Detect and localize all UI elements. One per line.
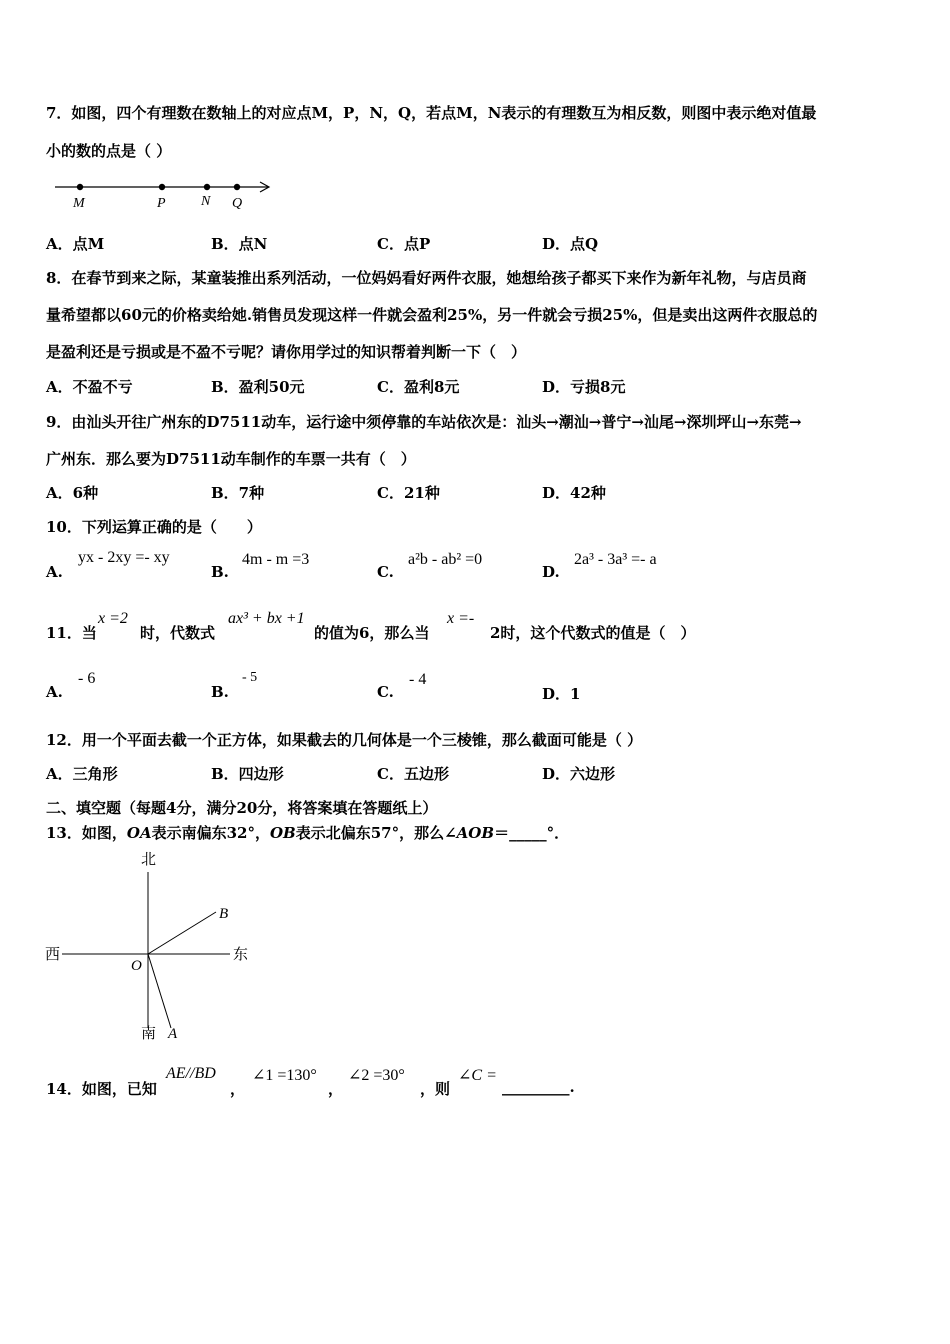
q13-part4: ＝_____°．: [494, 824, 570, 842]
q8-option-c: C．盈利8元: [377, 378, 460, 396]
q9-option-d: D．42种: [542, 484, 606, 502]
q10-letter-b: B.: [211, 563, 229, 581]
q9-line1: 9．由汕头开往广州东的D7511动车，运行途中须停靠的车站依次是：汕头→潮汕→普宁→汕尾→深圳坪山→东莞→: [46, 413, 802, 431]
q10-expr-c: a²b - ab² =0: [408, 551, 483, 568]
q9-option-c: C．21种: [377, 484, 440, 502]
section2-title: 二、填空题（每题4分，满分20分，将答案填在答题纸上）: [46, 799, 438, 817]
q14-condition3: ∠2 =30°: [348, 1067, 405, 1084]
point-q-dot: [234, 184, 240, 190]
south-label: 南: [141, 1024, 157, 1042]
q10-stem: 10．下列运算正确的是（ ）: [46, 518, 262, 536]
q10-letter-c: C.: [377, 563, 394, 581]
q8-line3: 是盈利还是亏损或是不盈不亏呢？请你用学过的知识帮着判断一下（ ）: [46, 343, 527, 361]
q11-part1: 11．当: [46, 624, 97, 642]
q9-option-a: A．6种: [46, 484, 99, 502]
q7-option-d: D．点Q: [542, 235, 599, 253]
q7-line1: 7．如图，四个有理数在数轴上的对应点M，P，N，Q，若点M，N表示的有理数互为相反数，则图中表示绝对值最: [46, 104, 817, 122]
q8-line2: 量希望都以60元的价格卖给她.销售员发现这样一件就会盈利25%，另一件就会亏损25%，但是卖出这两件衣服总的: [46, 306, 818, 324]
q11-value-a: - 6: [78, 670, 96, 687]
q12-stem: 12．用一个平面去截一个正方体，如果截去的几何体是一个三棱锥，那么截面可能是（ ）: [46, 731, 643, 749]
q13-aob: AOB: [456, 824, 495, 842]
point-o-label: O: [131, 958, 142, 974]
q14-answer-blank: _________.: [502, 1078, 575, 1096]
q11-condition1: x =2: [98, 610, 128, 627]
q13-oa: OA: [126, 824, 152, 842]
q14-condition1: AE//BD: [166, 1065, 216, 1082]
compass-figure: [40, 848, 260, 1048]
north-label: 北: [141, 850, 157, 868]
q13-ob: OB: [269, 824, 296, 842]
q10-expr-a: yx - 2xy =- xy: [78, 549, 170, 566]
q12-option-c: C．五边形: [377, 765, 449, 783]
q11-part4: 2时，这个代数式的值是（ ）: [490, 624, 696, 642]
q11-letter-a: A.: [46, 683, 63, 701]
point-b-label: B: [219, 906, 229, 922]
q14-condition4: ∠C =: [458, 1067, 497, 1084]
q8-line1: 8．在春节到来之际，某童装推出系列活动，一位妈妈看好两件衣服，她想给孩子都买下来作为新年礼物，与店员商: [46, 269, 807, 287]
q13-part2: 表示南偏东32°，: [151, 824, 270, 842]
q11-part2: 时，代数式: [140, 624, 216, 642]
q14-separator2: ，: [328, 1080, 344, 1098]
q12-option-d: D．六边形: [542, 765, 616, 783]
ray-ob: [148, 912, 216, 954]
q11-letter-c: C.: [377, 683, 394, 701]
q14-part2: ，则: [420, 1080, 451, 1098]
point-m-label: M: [73, 196, 85, 211]
point-a-label: A: [168, 1026, 178, 1042]
q13-part1: 13．如图，: [46, 824, 127, 842]
q14-separator1: ，: [230, 1080, 246, 1098]
q8-option-a: A．不盈不亏: [46, 378, 133, 396]
q14-condition2: ∠1 =130°: [252, 1067, 317, 1084]
q9-line2: 广州东．那么要为D7511动车制作的车票一共有（ ）: [46, 450, 416, 468]
east-label: 东: [233, 945, 249, 963]
q13-stem: [46, 822, 569, 843]
q10-expr-b: 4m - m =3: [242, 551, 310, 568]
q11-value-b: - 5: [242, 670, 258, 685]
q10-letter-d: D.: [542, 563, 560, 581]
point-n-label: N: [201, 194, 211, 209]
point-n-dot: [204, 184, 210, 190]
q11-value-c: - 4: [409, 671, 427, 688]
q11-expression: ax³ + bx +1: [228, 610, 305, 627]
q11-part3: 的值为6，那么当: [314, 624, 430, 642]
q12-option-b: B．四边形: [211, 765, 284, 783]
q8-option-d: D．亏损8元: [542, 378, 626, 396]
q12-option-a: A．三角形: [46, 765, 118, 783]
point-p-dot: [159, 184, 165, 190]
q10-letter-a: A.: [46, 563, 63, 581]
west-label: 西: [45, 945, 61, 963]
q10-expr-d: 2a³ - 3a³ =- a: [574, 551, 657, 568]
point-m-dot: [77, 184, 83, 190]
q7-option-b: B．点N: [211, 235, 268, 253]
q7-line2: 小的数的点是（ ）: [46, 142, 172, 160]
ray-oa: [148, 954, 171, 1028]
q7-option-c: C．点P: [377, 235, 431, 253]
q7-option-a: A．点M: [46, 235, 105, 253]
q13-part3: 表示北偏东57°，那么∠: [295, 824, 457, 842]
point-p-label: P: [157, 196, 166, 211]
number-line-figure: [50, 175, 280, 215]
q11-condition2: x =-: [447, 610, 475, 627]
q11-option-d: D．1: [542, 685, 581, 703]
q14-part1: 14．如图，已知: [46, 1080, 157, 1098]
point-q-label: Q: [232, 196, 243, 211]
q11-letter-b: B.: [211, 683, 229, 701]
q9-option-b: B．7种: [211, 484, 265, 502]
q8-option-b: B．盈利50元: [211, 378, 305, 396]
